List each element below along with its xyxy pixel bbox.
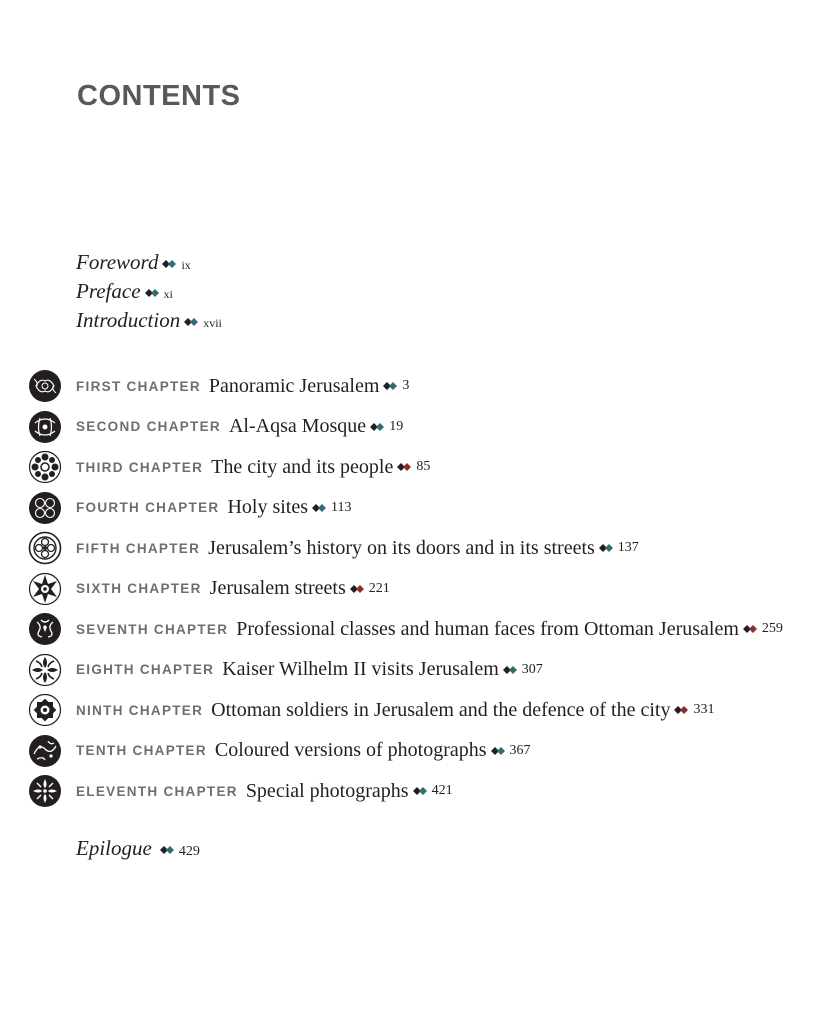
page-number: 221 (368, 580, 390, 596)
diamond-ornament-icon (350, 584, 365, 594)
page-title: CONTENTS (77, 80, 241, 112)
chapter-entry[interactable] (28, 407, 783, 448)
chapter-title: Panoramic Jerusalem (208, 374, 380, 397)
chapter-entry[interactable] (28, 569, 783, 610)
page-number: ix (181, 258, 191, 272)
dark-scroll-medallion-icon (28, 612, 62, 646)
chapter-title: Coloured versions of photographs (214, 739, 487, 762)
chapter-title: Professional classes and human faces from Ottoman Jerusalem (236, 617, 739, 640)
diamond-ornament-icon (312, 503, 327, 513)
page-number: 331 (693, 702, 715, 718)
chapter-title: Holy sites (227, 496, 309, 519)
dark-lattice-medallion-icon (28, 491, 62, 525)
chapter-title: Special photographs (245, 779, 409, 802)
front-matter-preface[interactable] (76, 279, 222, 308)
chapter-label: NINTH CHAPTER (76, 702, 204, 718)
light-leaf-medallion-icon (28, 653, 62, 687)
chapter-entry[interactable] (28, 488, 783, 529)
diamond-ornament-icon (160, 845, 175, 855)
chapter-title: Ottoman soldiers in Jerusalem and the defence of the city (211, 698, 671, 721)
page-number: xvii (203, 316, 222, 330)
page-number: 137 (617, 540, 639, 556)
entry-title: Foreword (76, 250, 159, 274)
page-number: 19 (389, 418, 404, 434)
page-number: 85 (416, 459, 431, 475)
star-medallion-icon (28, 572, 62, 606)
page-number: 429 (178, 844, 200, 859)
page-number: 421 (431, 783, 453, 799)
chapter-entry[interactable] (28, 650, 783, 691)
diamond-ornament-icon (383, 381, 398, 391)
front-matter-foreword[interactable] (76, 250, 222, 279)
page-number: 307 (521, 661, 543, 677)
chapter-entry[interactable] (28, 771, 783, 812)
entry-title: Preface (76, 279, 141, 303)
chapter-entry[interactable] (28, 609, 783, 650)
chapter-label: SEVENTH CHAPTER (76, 621, 229, 637)
chapter-entry[interactable] (28, 447, 783, 488)
page-number: 259 (761, 621, 783, 637)
chapter-entry[interactable] (28, 366, 783, 407)
dark-foliate-medallion-icon (28, 774, 62, 808)
chapter-label: ELEVENTH CHAPTER (76, 783, 238, 799)
dark-floral-medallion-icon (28, 369, 62, 403)
light-rosette-medallion-icon (28, 450, 62, 484)
diamond-ornament-icon (145, 288, 160, 298)
page-number: 367 (509, 742, 531, 758)
entry-title: Epilogue (76, 836, 152, 860)
diamond-ornament-icon (162, 259, 177, 269)
chapter-entry[interactable] (28, 690, 783, 731)
dark-arabesque-medallion-icon (28, 410, 62, 444)
diamond-ornament-icon (397, 462, 412, 472)
chapter-label: EIGHTH CHAPTER (76, 662, 215, 678)
diamond-ornament-icon (413, 786, 428, 796)
eight-point-star-medallion-icon (28, 693, 62, 727)
chapter-title: Jerusalem streets (209, 577, 346, 600)
chapter-title: The city and its people (211, 455, 394, 478)
chapter-entry[interactable] (28, 731, 783, 772)
chapter-title: Jerusalem’s history on its doors and in its streets (208, 536, 595, 559)
chapter-label: FOURTH CHAPTER (76, 500, 220, 516)
chapter-label: SECOND CHAPTER (76, 419, 221, 435)
dark-vine-medallion-icon (28, 734, 62, 768)
page-number: xi (163, 287, 173, 301)
page-number: 3 (402, 378, 410, 394)
chapter-label: THIRD CHAPTER (76, 459, 204, 475)
diamond-ornament-icon (599, 543, 614, 553)
chapter-entry[interactable] (28, 528, 783, 569)
chapter-label: SIXTH CHAPTER (76, 581, 202, 597)
diamond-ornament-icon (503, 665, 518, 675)
entry-title: Introduction (76, 308, 181, 332)
chapter-title: Kaiser Wilhelm II visits Jerusalem (222, 658, 499, 681)
chapter-label: FIFTH CHAPTER (76, 540, 201, 556)
page-number: 113 (331, 499, 352, 515)
chapter-label: FIRST CHAPTER (76, 378, 201, 394)
chapter-title: Al-Aqsa Mosque (228, 415, 367, 438)
diamond-ornament-icon (370, 422, 385, 432)
light-lattice-medallion-icon (28, 531, 62, 565)
diamond-ornament-icon (184, 317, 199, 327)
chapter-list (28, 366, 783, 812)
diamond-ornament-icon (743, 624, 758, 634)
epilogue-entry[interactable] (76, 836, 200, 861)
chapter-label: TENTH CHAPTER (76, 743, 207, 759)
front-matter-list (76, 250, 222, 337)
diamond-ornament-icon (491, 746, 506, 756)
diamond-ornament-icon (674, 705, 689, 715)
front-matter-introduction[interactable] (76, 308, 222, 337)
